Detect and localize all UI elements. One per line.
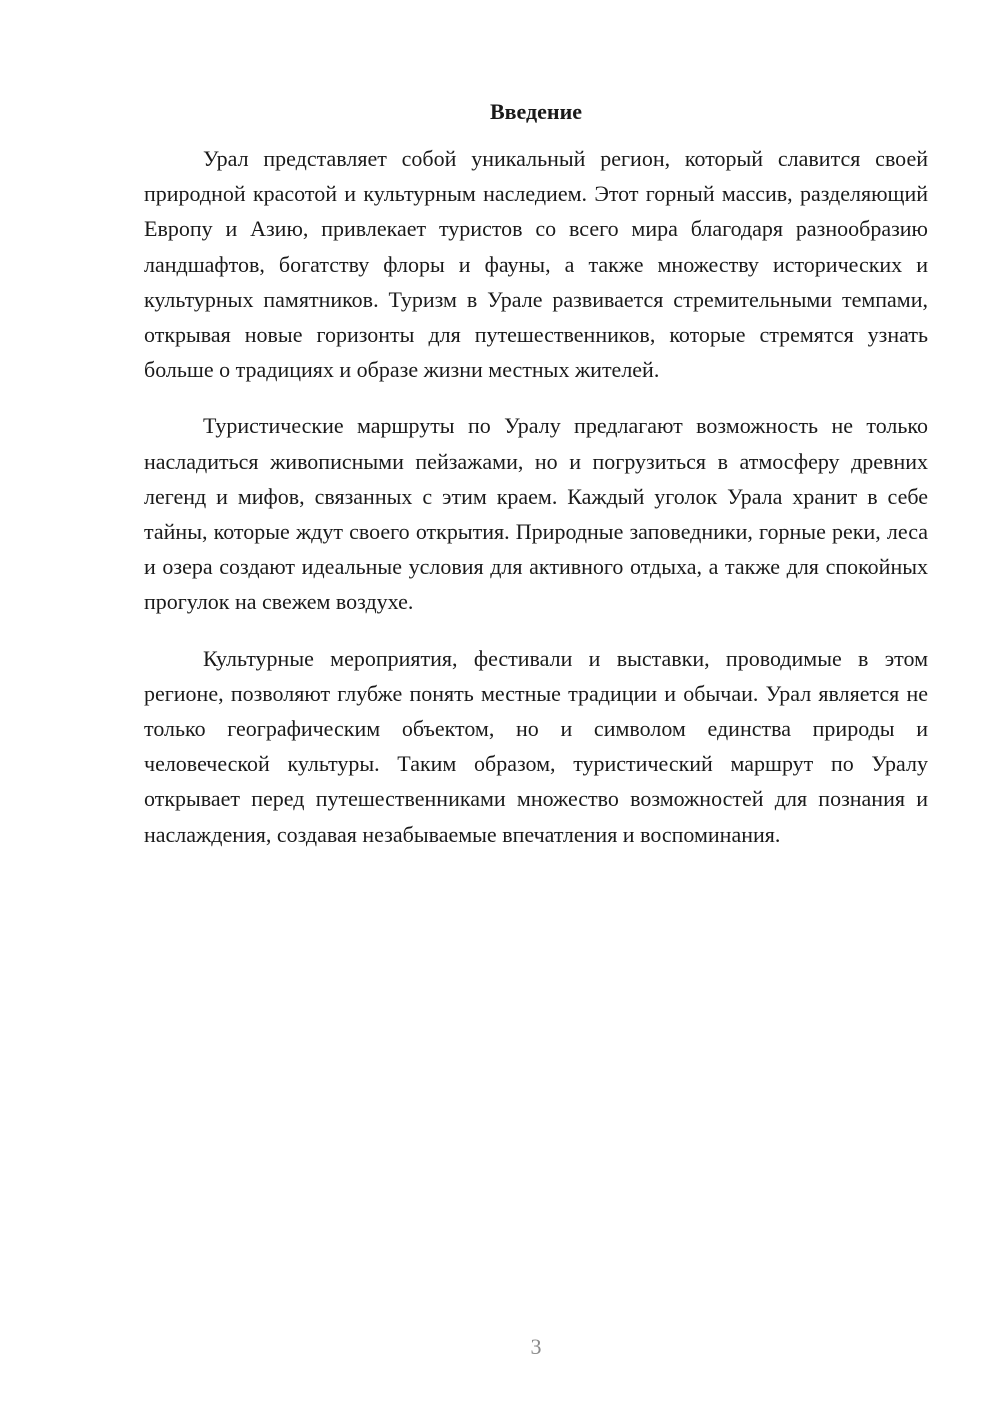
paragraph-2: Туристические маршруты по Уралу предлагают возможность не только насладиться живописными пейзажами, но и погрузиться в атмосферу древних легенд и мифов, связанных с этим краем. Каждый уголок Урала хранит в себе тайны, которые ждут своего открытия. Природные заповедники, горные реки, леса и озера создают идеальные условия для активного отдыха, а также для спокойных прогулок на свежем воздухе. <box>144 413 928 615</box>
page-content <box>144 94 928 852</box>
page-number: 3 <box>530 1334 542 1359</box>
paragraph-1: Урал представляет собой уникальный регион, который славится своей природной красотой и культурным наследием. Этот горный массив, разделяющий Европу и Азию, привлекает туристов со всего мира благодаря разнообразию ландшафтов, богатству флоры и фауны, а также множеству исторических и культурных памятников. Туризм в Урале развивается стремительными темпами, открывая новые горизонты для путешественников, которые стремятся узнать больше о традициях и образе жизни местных жителей. <box>144 146 928 383</box>
paragraph-3: Культурные мероприятия, фестивали и выставки, проводимые в этом регионе, позволяют глубже понять местные традиции и обычаи. Урал является не только географическим объектом, но и символом единства природы и человеческой культуры. Таким образом, туристический маршрут по Уралу открывает перед путешественниками множество возможностей для познания и наслаждения, создавая незабываемые впечатления и воспоминания. <box>144 645 928 847</box>
page-title: Введение <box>489 99 583 124</box>
